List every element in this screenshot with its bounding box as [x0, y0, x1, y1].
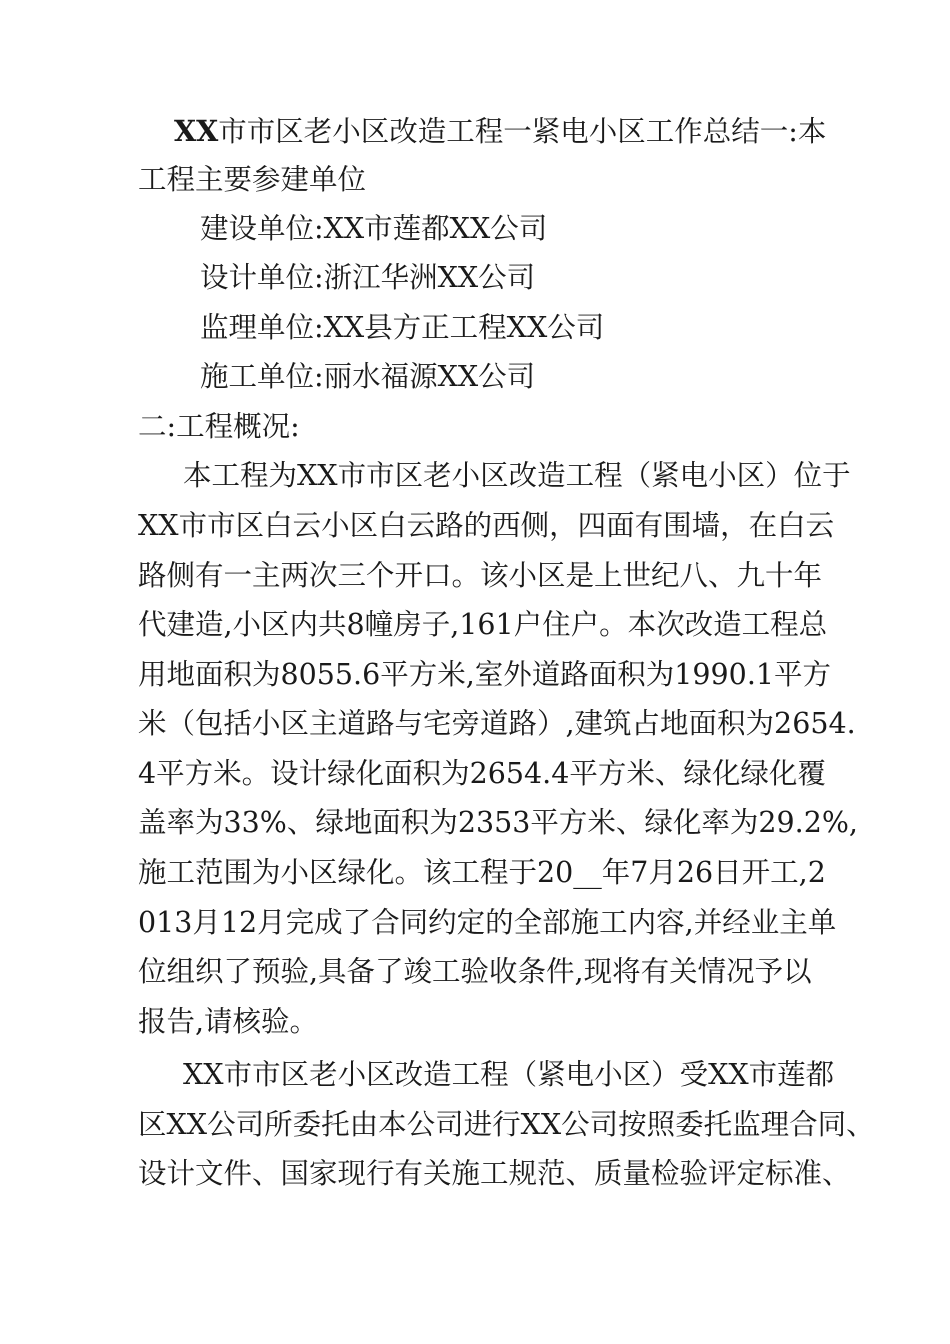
doc-title-line-1: [174, 113, 826, 150]
paragraph-2-line: XX市市区老小区改造工程（紧电小区）受XX市莲都: [183, 1058, 835, 1091]
paragraph-2-line: 设计文件、国家现行有关施工规范、质量检验评定标准、: [138, 1157, 851, 1190]
paragraph-1-line: XX市市区白云小区白云路的西侧，四面有围墙，在白云: [138, 509, 835, 542]
doc-title-text: 市市区老小区改造工程一紧电小区工作总结一:本: [218, 115, 827, 148]
paragraph-1-line: 代建造,小区内共8幢房子,161户住户。本次改造工程总: [138, 608, 828, 641]
paragraph-1-line: 用地面积为8055.6平方米,室外道路面积为1990.1平方: [138, 658, 832, 691]
section-heading: 二:工程概况:: [138, 410, 300, 443]
unit-design: 设计单位:浙江华洲XX公司: [200, 261, 536, 294]
paragraph-1-line: 位组织了预验,具备了竣工验收条件,现将有关情况予以: [138, 955, 812, 988]
paragraph-1-line: 路侧有一主两次三个开口。该小区是上世纪八、九十年: [138, 559, 823, 592]
paragraph-1-line: 报告,请核验。: [138, 1005, 319, 1038]
paragraph-1-line: 盖率为33%、绿地面积为2353平方米、绿化率为29.2%,: [138, 806, 858, 839]
unit-supervision: 监理单位:XX县方正工程XX公司: [200, 311, 605, 344]
unit-construction: 建设单位:XX市莲都XX公司: [200, 212, 548, 245]
paragraph-1-line: 本工程为XX市市区老小区改造工程（紧电小区）位于: [183, 459, 851, 492]
paragraph-1-line: 4平方米。设计绿化面积为2654.4平方米、绿化绿化覆: [138, 757, 826, 790]
paragraph-2-line: 区XX公司所委托由本公司进行XX公司按照委托监理合同、: [138, 1108, 875, 1141]
doc-title-prefix: XX: [174, 114, 219, 148]
paragraph-1-line: 施工范围为小区绿化。该工程于20__年7月26日开工,2: [138, 856, 826, 889]
doc-title-line-2: 工程主要参建单位: [138, 163, 367, 196]
unit-contractor: 施工单位:丽水福源XX公司: [200, 360, 536, 393]
paragraph-1-line: 米（包括小区主道路与宅旁道路）,建筑占地面积为2654.: [138, 707, 856, 740]
paragraph-1-line: 013月12月完成了合同约定的全部施工内容,并经业主单: [138, 906, 837, 939]
